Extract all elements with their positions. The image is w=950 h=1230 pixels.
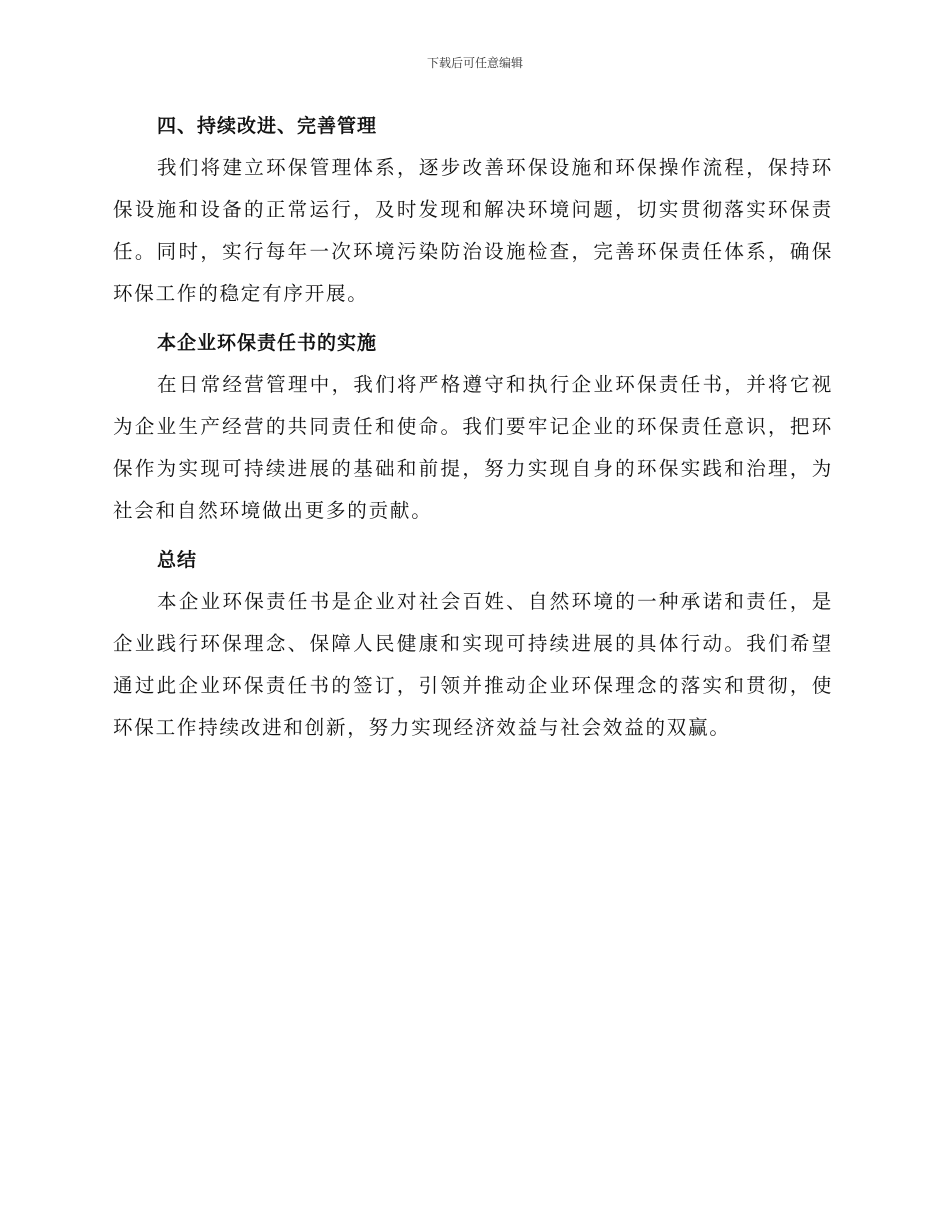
section-continuous-improvement (113, 106, 833, 315)
section-implementation (113, 323, 833, 532)
section-paragraph: 我们将建立环保管理体系，逐步改善环保设施和环保操作流程，保持环保设施和设备的正常运行，及时发现和解决环境问题，切实贯彻落实环保责任。同时，实行每年一次环境污染防治设施检查，完善环保责任体系，确保环保工作的稳定有序开展。 (113, 156, 833, 305)
section-heading: 总结 (157, 549, 198, 571)
section-summary (113, 540, 833, 749)
section-paragraph: 本企业环保责任书是企业对社会百姓、自然环境的一种承诺和责任，是企业践行环保理念、保障人民健康和实现可持续进展的具体行动。我们希望通过此企业环保责任书的签订，引领并推动企业环保理念的落实和贯彻，使环保工作持续改进和创新，努力实现经济效益与社会效益的双赢。 (113, 590, 833, 739)
section-heading: 本企业环保责任书的实施 (157, 332, 378, 354)
document-body (113, 106, 833, 757)
section-paragraph: 在日常经营管理中，我们将严格遵守和执行企业环保责任书，并将它视为企业生产经营的共同责任和使命。我们要牢记企业的环保责任意识，把环保作为实现可持续进展的基础和前提，努力实现自身的环保实践和治理，为社会和自然环境做出更多的贡献。 (113, 373, 833, 522)
page-header-note: 下载后可任意编辑 (426, 56, 523, 70)
section-heading: 四、持续改进、完善管理 (157, 115, 378, 137)
